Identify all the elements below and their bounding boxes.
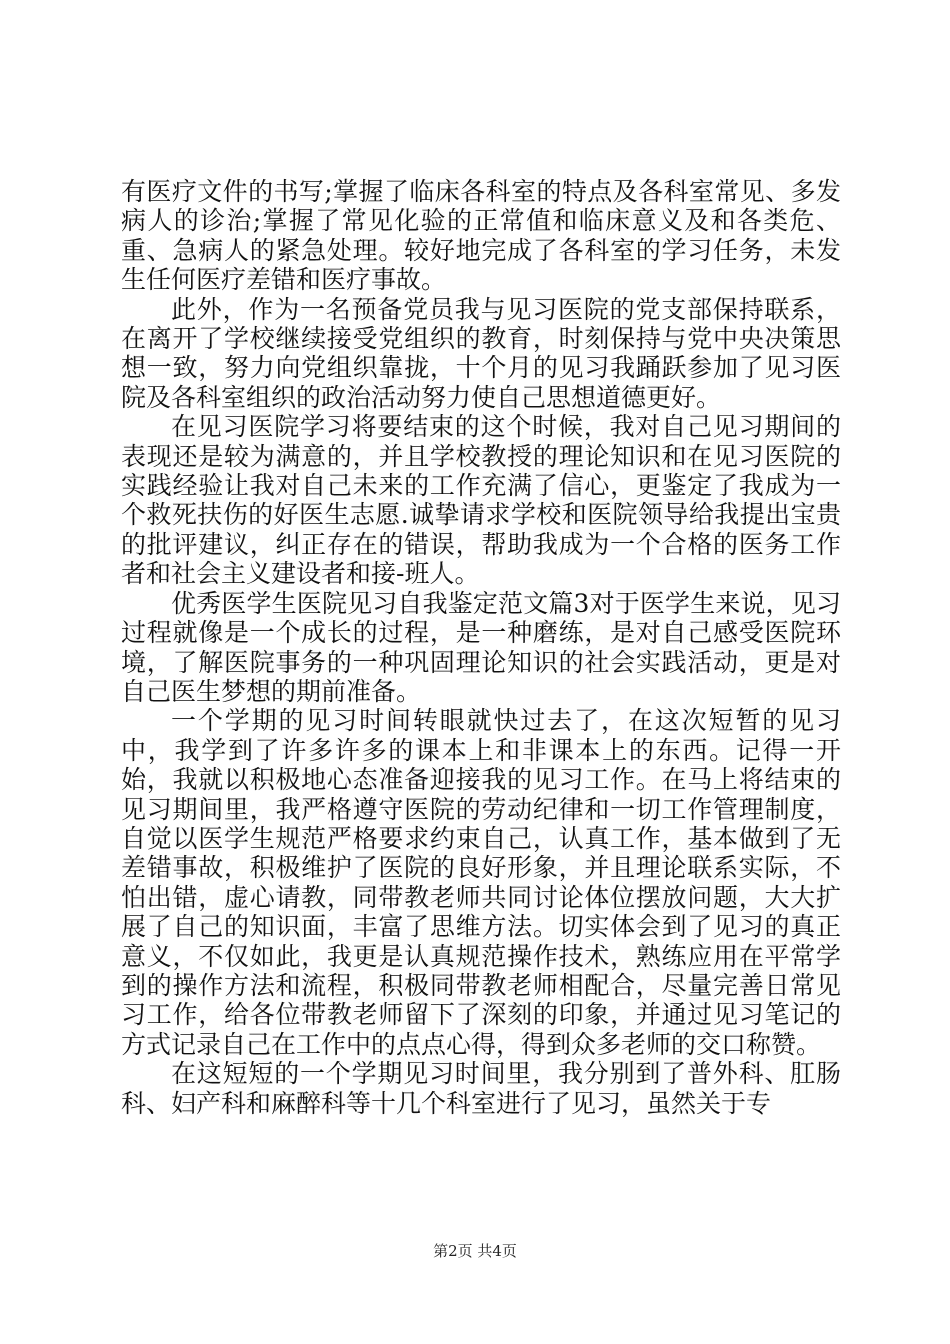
paragraph-departments: 在这短短的一个学期见习时间里，我分别到了普外科、肛肠科、妇产科和麻醉科等十几个科室进行了见习，虽然关于专 [121, 1059, 841, 1118]
document-body [121, 177, 841, 1118]
paragraph-article-3-intro: 优秀医学生医院见习自我鉴定范文篇3对于医学生来说，见习过程就像是一个成长的过程，是一种磨练，是对自己感受医院环境，了解医院事务的一种巩固理论知识的社会实践活动，更是对自己医生梦想的期前准备。 [121, 588, 841, 706]
paragraph-self-evaluation: 在见习医院学习将要结束的这个时候，我对自己见习期间的表现还是较为满意的，并且学校教授的理论知识和在见习医院的实践经验让我对自己未来的工作充满了信心，更鉴定了我成为一个救死扶伤的好医生志愿.诚挚请求学校和医院领导给我提出宝贵的批评建议，纠正存在的错误，帮助我成为一个合格的医务工作者和社会主义建设者和接-班人。 [121, 412, 841, 589]
paragraph-semester-internship: 一个学期的见习时间转眼就快过去了，在这次短暂的见习中，我学到了许多许多的课本上和非课本上的东西。记得一开始，我就以积极地心态准备迎接我的见习工作。在马上将结束的见习期间里，我严格遵守医院的劳动纪律和一切工作管理制度，自觉以医学生规范严格要求约束自己，认真工作，基本做到了无差错事故，积极维护了医院的良好形象，并且理论联系实际，不怕出错，虚心请教，同带教老师共同讨论体位摆放问题，大大扩展了自己的知识面，丰富了思维方法。切实体会到了见习的真正意义，不仅如此，我更是认真规范操作技术，熟练应用在平常学到的操作方法和流程，积极同带教老师相配合，尽量完善日常见习工作，给各位带教老师留下了深刻的印象，并通过见习笔记的方式记录自己在工作中的点点心得，得到众多老师的交口称赞。 [121, 706, 841, 1059]
page-number-footer: 第2页 共4页 [433, 1242, 517, 1260]
paragraph-continuation: 有医疗文件的书写;掌握了临床各科室的特点及各科室常见、多发病人的诊治;掌握了常见化验的正常值和临床意义及和各类危、重、急病人的紧急处理。较好地完成了各科室的学习任务，未发生任何医疗差错和医疗事故。 [121, 177, 841, 295]
paragraph-party-member: 此外，作为一名预备党员我与见习医院的党支部保持联系，在离开了学校继续接受党组织的教育，时刻保持与党中央决策思想一致，努力向党组织靠拢，十个月的见习我踊跃参加了见习医院及各科室组织的政治活动努力使自己思想道德更好。 [121, 294, 841, 412]
